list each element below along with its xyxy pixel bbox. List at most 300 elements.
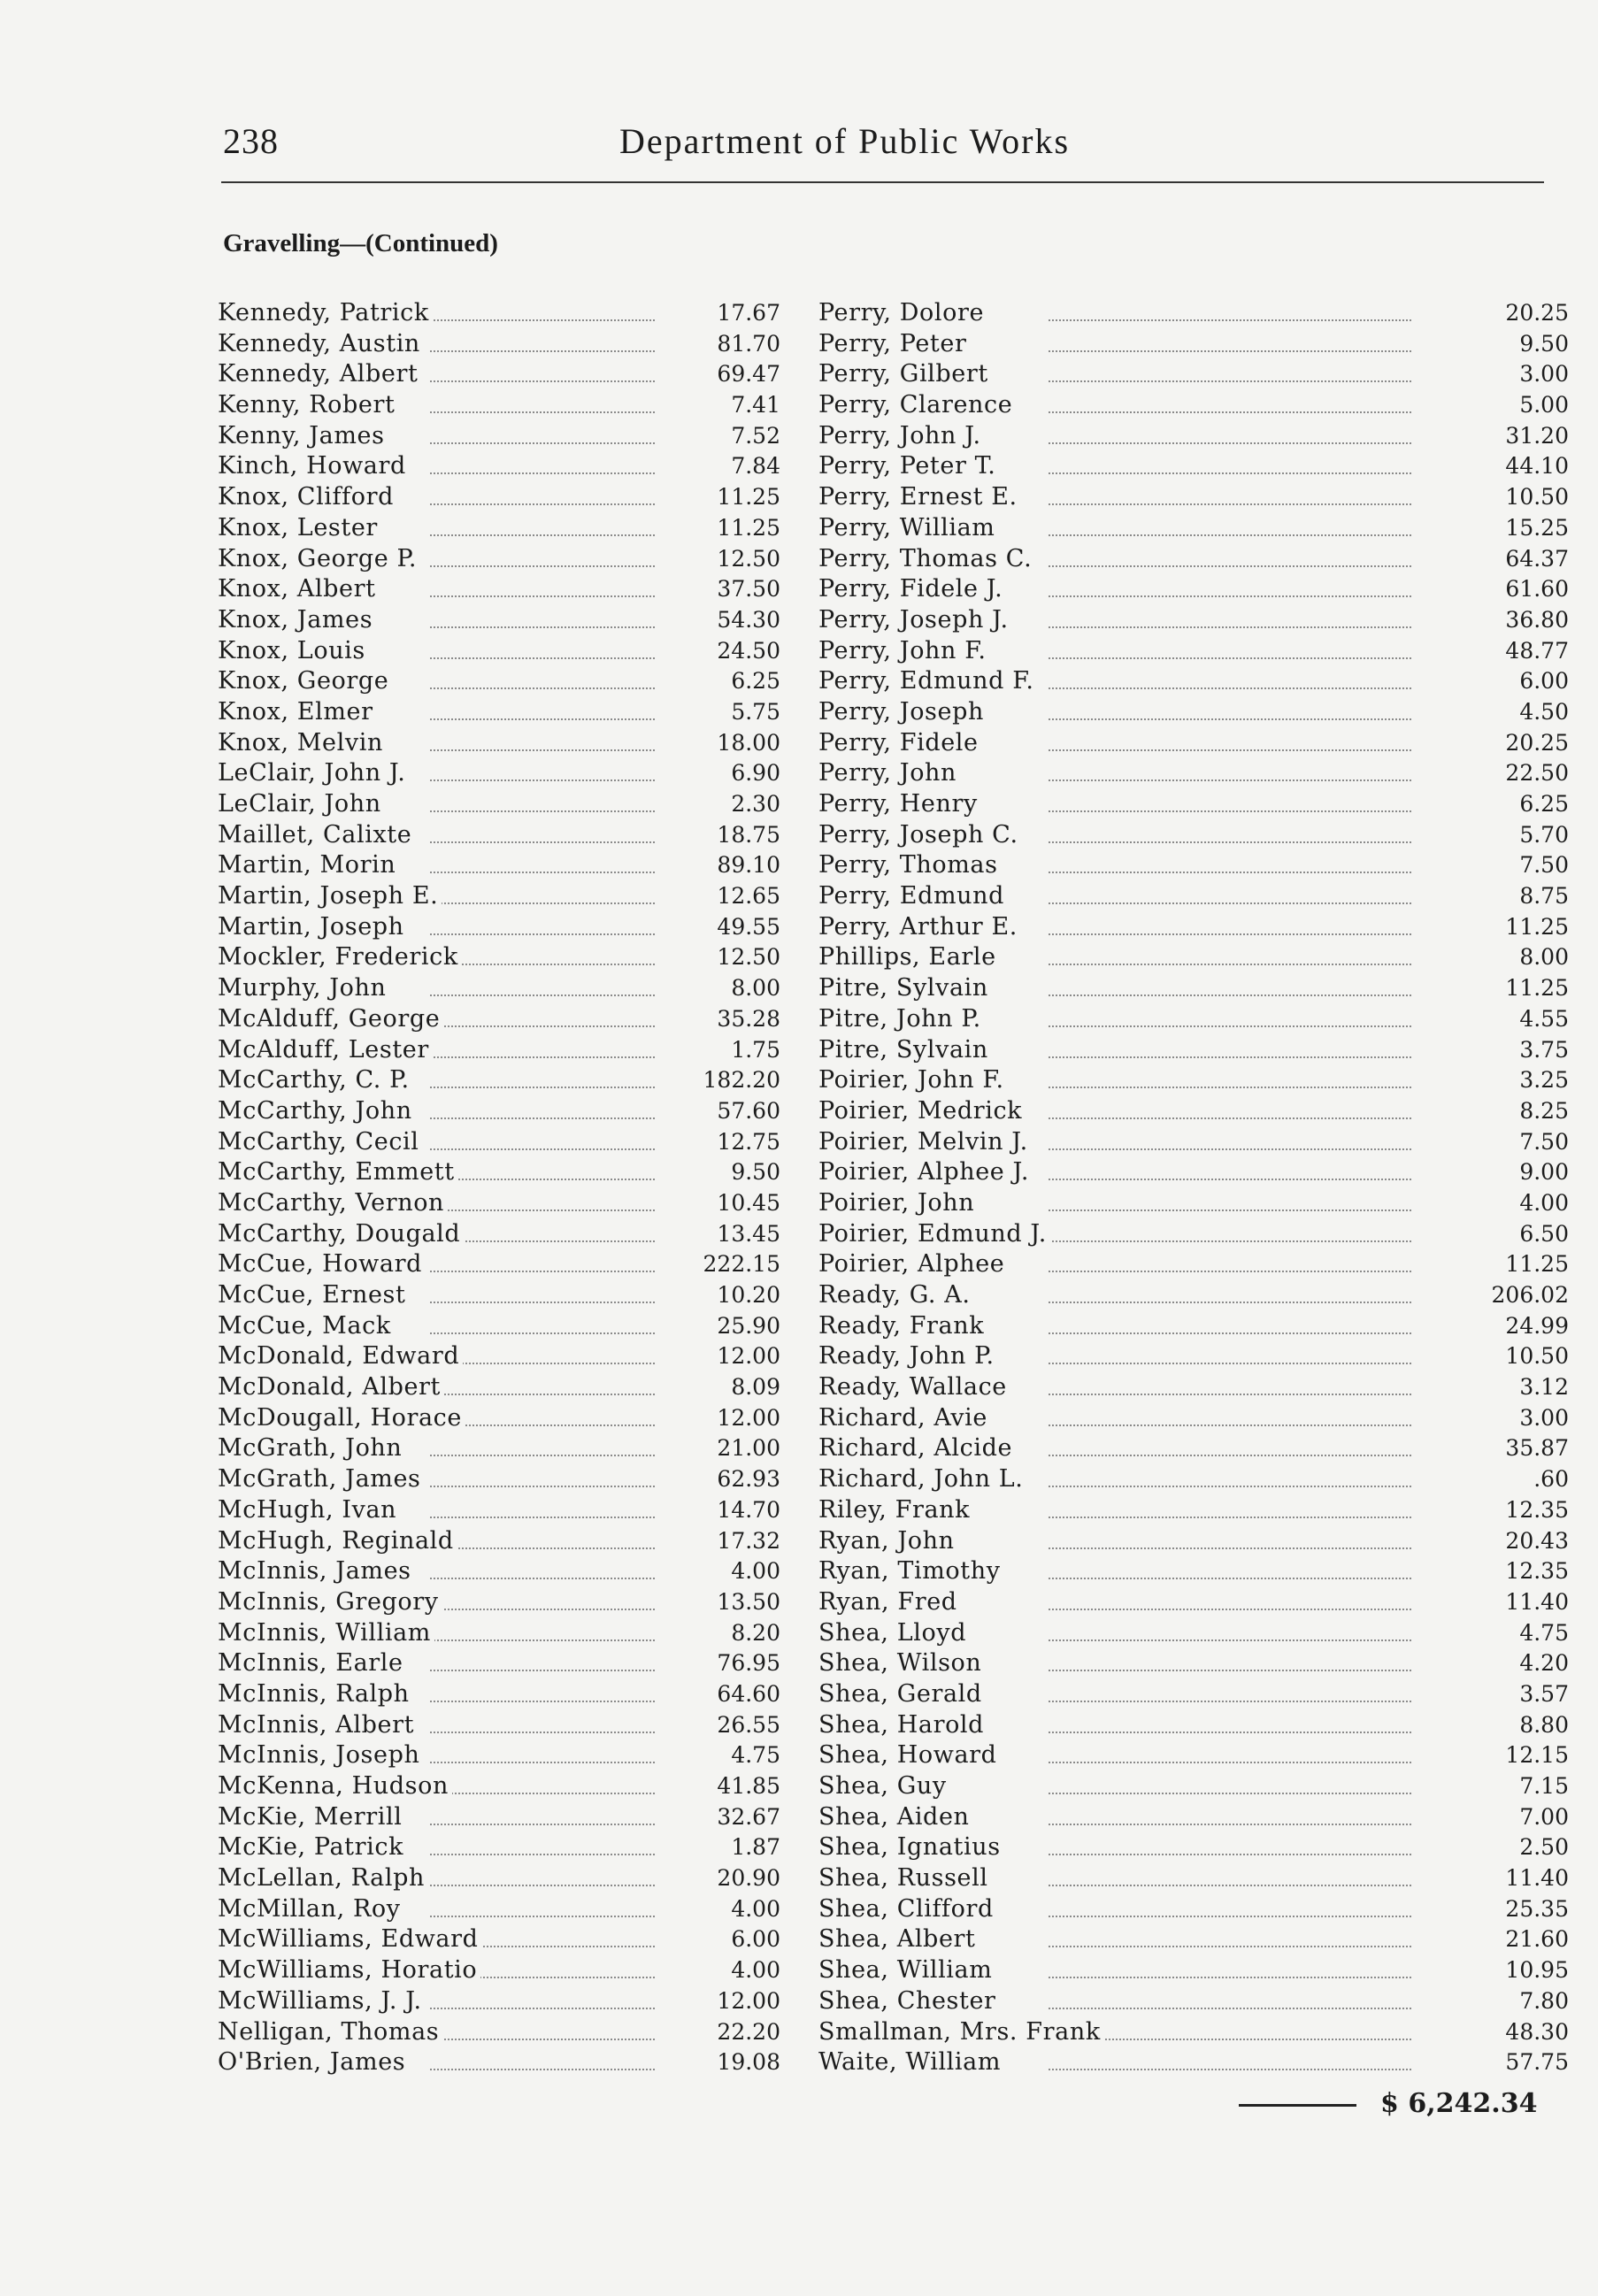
dot-leader	[430, 1762, 655, 1763]
ledger-row	[218, 973, 780, 1004]
payment-amount: 12.00	[717, 1343, 780, 1370]
dot-leader	[1049, 872, 1411, 873]
payee-name: Richard, Avie	[818, 1403, 991, 1434]
ledger-row	[818, 421, 1569, 452]
payee-name: McDougall, Horace	[218, 1403, 465, 1434]
dot-leader	[430, 1025, 655, 1027]
payment-amount: 8.25	[1519, 1097, 1569, 1124]
payment-amount: 10.50	[1505, 1343, 1569, 1370]
payment-amount: 12.35	[1505, 1558, 1569, 1585]
payee-name: Knox, Elmer	[218, 697, 377, 728]
dot-leader	[430, 1670, 655, 1671]
payment-amount: 6.00	[1519, 668, 1569, 695]
dot-leader	[430, 902, 655, 904]
dot-leader	[430, 442, 655, 444]
ledger-row	[818, 942, 1569, 973]
dot-leader	[1049, 1793, 1411, 1794]
payment-amount: 41.85	[717, 1773, 780, 1799]
payee-name: Perry, Dolore	[818, 298, 987, 329]
payment-amount: 22.20	[717, 2018, 780, 2045]
payee-name: McMillan, Roy	[218, 1894, 404, 1925]
payment-amount: 32.67	[717, 1803, 780, 1830]
payee-name: McCarthy, John	[218, 1096, 416, 1127]
payee-name: Perry, Gilbert	[818, 359, 992, 390]
dot-leader	[1049, 687, 1411, 689]
dot-leader	[430, 2069, 655, 2070]
ledger-row	[218, 574, 780, 605]
payment-amount: 17.67	[717, 300, 780, 326]
ledger-row	[218, 544, 780, 575]
ledger-row	[818, 544, 1569, 575]
payment-amount: 4.55	[1519, 1005, 1569, 1032]
payment-amount: 206.02	[1491, 1282, 1569, 1308]
payee-name: Waite, William	[818, 2047, 1004, 2078]
right-ledger-column	[818, 298, 1569, 2078]
ledger-row	[818, 1188, 1569, 1219]
dot-leader	[430, 1732, 655, 1733]
payment-amount: 8.20	[731, 1619, 780, 1646]
dot-leader	[1049, 2008, 1411, 2009]
dot-leader	[1049, 1824, 1411, 1825]
dot-leader	[1049, 1732, 1411, 1733]
ledger-row	[818, 820, 1569, 851]
payee-name: McHugh, Reginald	[218, 1526, 457, 1557]
dot-leader	[1049, 350, 1411, 352]
payment-amount: 81.70	[717, 330, 780, 357]
dot-leader	[430, 1117, 655, 1119]
payment-amount: 62.93	[717, 1466, 780, 1493]
running-header-title: Department of Public Works	[619, 121, 1071, 161]
dot-leader	[1049, 1609, 1411, 1610]
dot-leader	[430, 1087, 655, 1088]
ledger-row	[218, 697, 780, 728]
payment-amount: 9.00	[1519, 1159, 1569, 1186]
payee-name: McCue, Mack	[218, 1311, 395, 1342]
payment-amount: 7.41	[731, 392, 780, 419]
payee-name: Maillet, Calixte	[218, 820, 415, 851]
ledger-row	[818, 1986, 1569, 2017]
payee-name: Shea, Gerald	[818, 1679, 986, 1710]
payment-amount: 36.80	[1505, 606, 1569, 633]
payment-amount: 1.87	[731, 1834, 780, 1861]
ledger-row	[218, 1065, 780, 1096]
payment-amount: 7.84	[731, 453, 780, 480]
dot-leader	[430, 380, 655, 382]
payment-amount: 35.28	[717, 1005, 780, 1032]
dot-leader	[1049, 657, 1411, 659]
payee-name: Ryan, John	[818, 1526, 958, 1557]
ledger-row	[218, 912, 780, 943]
payment-amount: 64.60	[717, 1680, 780, 1707]
payment-amount: 13.50	[717, 1588, 780, 1615]
dot-leader	[1049, 933, 1411, 935]
ledger-row	[818, 1035, 1569, 1066]
payment-amount: 35.87	[1505, 1435, 1569, 1462]
payee-name: McInnis, Earle	[218, 1648, 407, 1679]
payment-amount: 49.55	[717, 913, 780, 940]
payment-amount: 12.75	[717, 1128, 780, 1155]
payment-amount: 20.43	[1505, 1527, 1569, 1554]
payee-name: Shea, Harold	[818, 1710, 987, 1741]
ledger-row	[218, 1280, 780, 1311]
payee-name: Knox, George P.	[218, 544, 420, 575]
dot-leader	[1049, 810, 1411, 812]
payee-name: McGrath, John	[218, 1433, 405, 1464]
dot-leader	[1049, 626, 1411, 628]
dot-leader	[430, 841, 655, 843]
ledger-row	[818, 482, 1569, 513]
payee-name: McKie, Merrill	[218, 1802, 405, 1833]
payee-name: McInnis, Joseph	[218, 1740, 423, 1771]
ledger-row	[818, 1341, 1569, 1372]
payment-amount: 6.50	[1519, 1220, 1569, 1247]
payment-amount: 64.37	[1505, 545, 1569, 572]
ledger-row	[818, 451, 1569, 482]
payee-name: Knox, James	[218, 605, 376, 636]
ledger-row	[818, 1771, 1569, 1802]
payee-name: LeClair, John	[218, 789, 385, 820]
dot-leader	[430, 1517, 655, 1518]
payee-name: Poirier, Alphee J.	[818, 1157, 1033, 1188]
dot-leader	[1049, 1025, 1411, 1027]
ledger-row	[218, 728, 780, 759]
ledger-row	[218, 1710, 780, 1741]
ledger-row	[818, 359, 1569, 390]
payee-name: Poirier, Edmund J.	[818, 1219, 1050, 1250]
payment-amount: 20.25	[1505, 300, 1569, 326]
ledger-row	[818, 728, 1569, 759]
section-title: Gravelling—(Continued)	[223, 229, 498, 257]
dot-leader	[1049, 565, 1411, 567]
ledger-row	[818, 1280, 1569, 1311]
payment-amount: 3.57	[1519, 1680, 1569, 1707]
ledger-row	[218, 1955, 780, 1986]
ledger-row	[818, 1894, 1569, 1925]
payment-amount: 4.50	[1519, 698, 1569, 725]
ledger-row	[218, 482, 780, 513]
payee-name: Kenny, Robert	[218, 390, 398, 421]
dot-leader	[430, 687, 655, 689]
header-rule	[221, 181, 1544, 183]
payee-name: Smallman, Mrs. Frank	[818, 2017, 1104, 2048]
dot-leader	[430, 1148, 655, 1150]
ledger-row	[818, 1219, 1569, 1250]
payment-amount: 26.55	[717, 1711, 780, 1738]
ledger-row	[818, 1740, 1569, 1771]
dot-leader	[430, 1179, 655, 1180]
payment-amount: 11.25	[717, 484, 780, 511]
dot-leader	[1049, 1240, 1411, 1242]
payee-name: McDonald, Edward	[218, 1341, 463, 1372]
dot-leader	[1049, 994, 1411, 996]
payee-name: Kennedy, Austin	[218, 329, 424, 360]
dot-leader	[430, 1332, 655, 1334]
payee-name: Knox, Louis	[218, 636, 369, 667]
payee-name: Perry, Fidele	[818, 728, 982, 759]
payee-name: Shea, Ignatius	[818, 1832, 1004, 1863]
payment-amount: 6.00	[731, 1926, 780, 1953]
ledger-row	[818, 1372, 1569, 1403]
payment-amount: 182.20	[703, 1067, 780, 1094]
payee-name: McCue, Ernest	[218, 1280, 409, 1311]
payee-name: McKie, Patrick	[218, 1832, 407, 1863]
ledger-row	[818, 2017, 1569, 2048]
ledger-row	[218, 1894, 780, 1925]
ledger-row	[818, 1403, 1569, 1434]
grand-total: $ 6,242.34	[1380, 2088, 1538, 2119]
left-ledger-column	[218, 298, 780, 2078]
ledger-row	[218, 2017, 780, 2048]
payment-amount: 5.75	[731, 698, 780, 725]
payment-amount: 4.00	[731, 1558, 780, 1585]
payee-name: Ryan, Timothy	[818, 1556, 1004, 1587]
payee-name: Pitre, Sylvain	[818, 1035, 992, 1066]
payment-amount: 21.00	[717, 1435, 780, 1462]
ledger-row	[218, 1526, 780, 1557]
dot-leader	[1049, 1056, 1411, 1058]
payee-name: Ryan, Fred	[818, 1587, 961, 1618]
dot-leader	[1049, 1916, 1411, 1917]
ledger-row	[818, 1096, 1569, 1127]
payment-amount: 4.00	[731, 1895, 780, 1922]
dot-leader	[430, 1056, 655, 1058]
payment-amount: 8.80	[1519, 1711, 1569, 1738]
payment-amount: 17.32	[717, 1527, 780, 1554]
payee-name: McCarthy, Cecil	[218, 1127, 423, 1158]
ledger-row	[218, 789, 780, 820]
payee-name: Martin, Joseph E.	[218, 881, 442, 912]
dot-leader	[1049, 1946, 1411, 1947]
dot-leader	[1049, 779, 1411, 781]
dot-leader	[1049, 1455, 1411, 1456]
payee-name: Poirier, Melvin J.	[818, 1127, 1032, 1158]
ledger-row	[218, 1771, 780, 1802]
ledger-row	[218, 1249, 780, 1280]
payment-amount: 4.00	[731, 1957, 780, 1984]
payment-amount: 3.12	[1519, 1374, 1569, 1401]
payee-name: Shea, William	[818, 1955, 995, 1986]
payee-name: Kinch, Howard	[218, 451, 410, 482]
ledger-row	[218, 298, 780, 329]
ledger-row	[218, 1587, 780, 1618]
payment-amount: 9.50	[731, 1159, 780, 1186]
dot-leader	[1049, 1087, 1411, 1088]
payment-amount: 2.50	[1519, 1834, 1569, 1861]
dot-leader	[1049, 319, 1411, 321]
payment-amount: 10.50	[1505, 484, 1569, 511]
ledger-row	[218, 850, 780, 881]
ledger-row	[218, 1035, 780, 1066]
payment-amount: 37.50	[717, 576, 780, 603]
payment-amount: 10.20	[717, 1282, 780, 1308]
ledger-row	[818, 605, 1569, 636]
ledger-row	[818, 1065, 1569, 1096]
payment-amount: 7.50	[1519, 1128, 1569, 1155]
payment-amount: 8.75	[1519, 883, 1569, 910]
dot-leader	[430, 1455, 655, 1456]
dot-leader	[1049, 1639, 1411, 1641]
dot-leader	[1049, 1209, 1411, 1211]
payee-name: Martin, Morin	[218, 850, 399, 881]
payment-amount: 8.00	[1519, 944, 1569, 971]
payee-name: McCarthy, Dougald	[218, 1219, 464, 1250]
payee-name: McCarthy, Emmett	[218, 1157, 458, 1188]
ledger-row	[218, 1986, 780, 2017]
dot-leader	[1049, 1517, 1411, 1518]
ledger-row	[218, 881, 780, 912]
payment-amount: 12.00	[717, 1404, 780, 1431]
payee-name: McWilliams, Horatio	[218, 1955, 480, 1986]
payment-amount: 10.95	[1505, 1957, 1569, 1984]
payee-name: McCarthy, C. P.	[218, 1065, 413, 1096]
dot-leader	[430, 718, 655, 720]
dot-leader	[1049, 902, 1411, 904]
ledger-row	[218, 758, 780, 789]
payee-name: Ready, John P.	[818, 1341, 998, 1372]
ledger-row	[218, 1096, 780, 1127]
payee-name: Perry, John	[818, 758, 960, 789]
payment-amount: 25.90	[717, 1312, 780, 1339]
payment-amount: 7.52	[731, 422, 780, 449]
payee-name: Shea, Russell	[818, 1863, 992, 1894]
payment-amount: 14.70	[717, 1496, 780, 1523]
ledger-row	[218, 636, 780, 667]
payment-amount: 48.30	[1505, 2018, 1569, 2045]
dot-leader	[1049, 749, 1411, 751]
ledger-row	[818, 1587, 1569, 1618]
payee-name: Ready, Frank	[818, 1311, 987, 1342]
payee-name: Nelligan, Thomas	[218, 2017, 442, 2048]
ledger-row	[218, 1832, 780, 1863]
payee-name: Murphy, John	[218, 973, 390, 1004]
payee-name: McWilliams, Edward	[218, 1924, 482, 1955]
payment-amount: 18.75	[717, 821, 780, 848]
payment-amount: 13.45	[717, 1220, 780, 1247]
ledger-row	[818, 1955, 1569, 1986]
payee-name: Riley, Frank	[818, 1495, 973, 1526]
payment-amount: 12.35	[1505, 1496, 1569, 1523]
payment-amount: 12.15	[1505, 1742, 1569, 1769]
payment-amount: 7.00	[1519, 1803, 1569, 1830]
payee-name: Ready, G. A.	[818, 1280, 974, 1311]
ledger-row	[218, 2047, 780, 2078]
payee-name: Perry, John F.	[818, 636, 990, 667]
ledger-row	[218, 1556, 780, 1587]
ledger-row	[218, 513, 780, 544]
payee-name: Perry, Fidele J.	[818, 574, 1006, 605]
payee-name: Perry, Thomas C.	[818, 544, 1035, 575]
payment-amount: 89.10	[717, 852, 780, 879]
dot-leader	[1049, 472, 1411, 474]
payee-name: Knox, Clifford	[218, 482, 397, 513]
ledger-row	[818, 390, 1569, 421]
payment-amount: 7.80	[1519, 1987, 1569, 2014]
ledger-row	[818, 1832, 1569, 1863]
payee-name: McInnis, William	[218, 1618, 434, 1649]
ledger-row	[218, 1127, 780, 1158]
dot-leader	[430, 994, 655, 996]
payment-amount: 6.25	[1519, 791, 1569, 817]
payment-amount: 1.75	[731, 1036, 780, 1063]
ledger-row	[818, 912, 1569, 943]
payment-amount: 20.90	[717, 1865, 780, 1892]
payee-name: Knox, George	[218, 666, 392, 697]
ledger-row	[818, 1157, 1569, 1188]
ledger-row	[218, 1618, 780, 1649]
ledger-row	[818, 789, 1569, 820]
payment-amount: 69.47	[717, 361, 780, 388]
payment-amount: 21.60	[1505, 1926, 1569, 1953]
payment-amount: 4.20	[1519, 1650, 1569, 1677]
dot-leader	[1049, 1701, 1411, 1702]
payee-name: McCarthy, Vernon	[218, 1188, 448, 1219]
payment-amount: 12.50	[717, 545, 780, 572]
payment-amount: 4.00	[1519, 1189, 1569, 1216]
payee-name: Ready, Wallace	[818, 1372, 1010, 1403]
dot-leader	[430, 503, 655, 505]
ledger-row	[818, 973, 1569, 1004]
payee-name: Poirier, Medrick	[818, 1096, 1026, 1127]
payment-amount: 10.45	[717, 1189, 780, 1216]
dot-leader	[1049, 503, 1411, 505]
payee-name: Kenny, James	[218, 421, 388, 452]
ledger-row	[818, 1618, 1569, 1649]
dot-leader	[1049, 411, 1411, 413]
payment-amount: 24.99	[1505, 1312, 1569, 1339]
payment-amount: 4.75	[1519, 1619, 1569, 1646]
ledger-row	[818, 513, 1569, 544]
ledger-row	[218, 666, 780, 697]
payee-name: Shea, Clifford	[818, 1894, 997, 1925]
payee-name: Perry, William	[818, 513, 999, 544]
payment-amount: 3.00	[1519, 361, 1569, 388]
ledger-row	[218, 1004, 780, 1035]
payee-name: Perry, Thomas	[818, 850, 1002, 881]
payment-amount: 7.15	[1519, 1773, 1569, 1799]
payment-amount: 5.70	[1519, 821, 1569, 848]
payment-amount: 11.25	[1505, 913, 1569, 940]
payee-name: McHugh, Ivan	[218, 1495, 400, 1526]
dot-leader	[1049, 442, 1411, 444]
payee-name: Pitre, John P.	[818, 1004, 985, 1035]
dot-leader	[1049, 595, 1411, 597]
payee-name: Poirier, Alphee	[818, 1249, 1008, 1280]
payment-amount: 12.00	[717, 1987, 780, 2014]
ledger-row	[818, 697, 1569, 728]
dot-leader	[430, 472, 655, 474]
payee-name: Knox, Lester	[218, 513, 381, 544]
payment-amount: 11.25	[717, 514, 780, 541]
ledger-row	[218, 359, 780, 390]
dot-leader	[1049, 1762, 1411, 1763]
ledger-row	[218, 820, 780, 851]
dot-leader	[1049, 1179, 1411, 1180]
ledger-row	[818, 666, 1569, 697]
payee-name: Perry, John J.	[818, 421, 985, 452]
payee-name: McKenna, Hudson	[218, 1771, 452, 1802]
payee-name: Pitre, Sylvain	[818, 973, 992, 1004]
dot-leader	[1049, 1578, 1411, 1579]
dot-leader	[430, 1885, 655, 1886]
payee-name: Kennedy, Albert	[218, 359, 421, 390]
payment-amount: 11.25	[1505, 975, 1569, 1002]
payee-name: Kennedy, Patrick	[218, 298, 433, 329]
dot-leader	[1049, 1394, 1411, 1395]
ledger-row	[218, 390, 780, 421]
payment-amount: 8.09	[731, 1374, 780, 1401]
ledger-row	[218, 1433, 780, 1464]
ledger-row	[218, 942, 780, 973]
